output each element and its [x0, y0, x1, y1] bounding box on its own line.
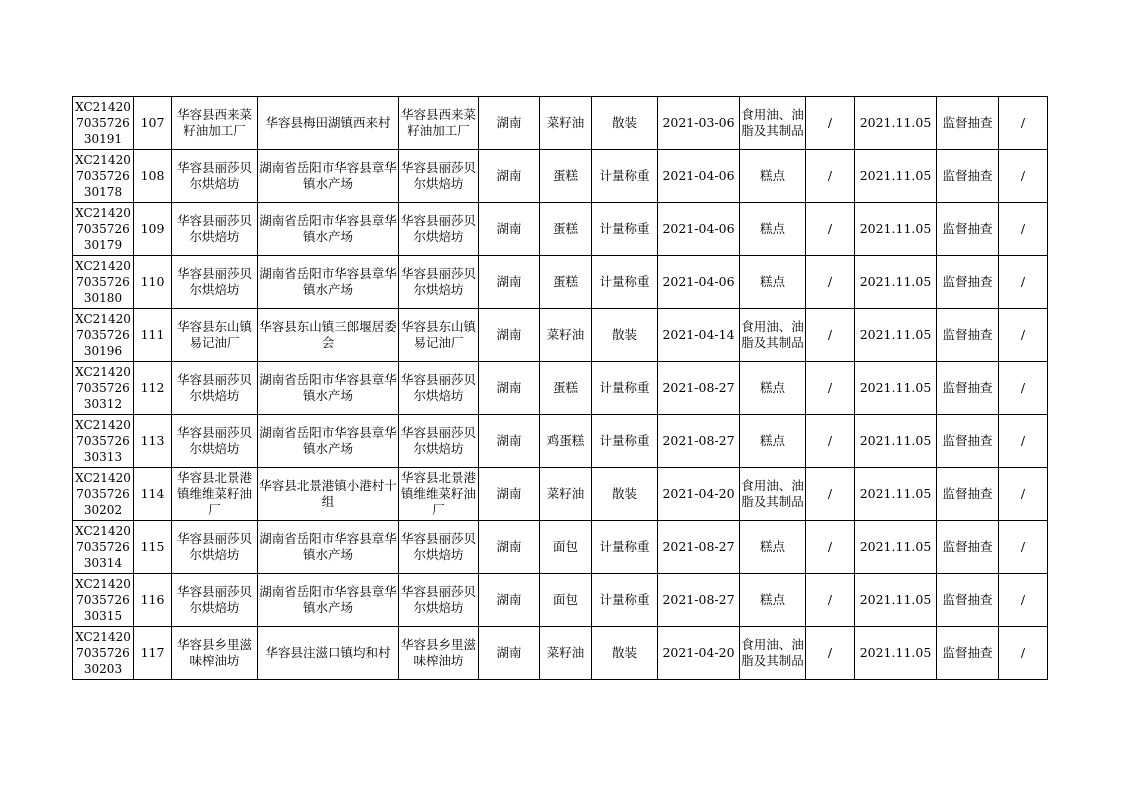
notice-date-cell: 2021.11.05 [855, 362, 937, 415]
sample-code-cell: XC21420703572630191 [73, 97, 134, 150]
producer-name-cell: 华容县丽莎贝尔烘焙坊 [172, 415, 258, 468]
sample-code-cell: XC21420703572630314 [73, 521, 134, 574]
producer-name-cell: 华容县丽莎贝尔烘焙坊 [172, 256, 258, 309]
remarks-cell: / [999, 150, 1048, 203]
table-row [73, 415, 1048, 468]
serial-number-cell: 107 [134, 97, 172, 150]
province-cell: 湖南 [479, 521, 540, 574]
production-date-cell: 2021-04-06 [658, 203, 740, 256]
province-cell: 湖南 [479, 97, 540, 150]
sampled-unit-cell: 华容县东山镇易记油厂 [399, 309, 479, 362]
food-name-cell: 鸡蛋糕 [540, 415, 592, 468]
task-source-cell: 监督抽查 [937, 256, 999, 309]
results-table-container [72, 96, 1048, 680]
province-cell: 湖南 [479, 256, 540, 309]
table-row [73, 574, 1048, 627]
food-category-cell: 糕点 [740, 150, 806, 203]
serial-number-cell: 110 [134, 256, 172, 309]
remarks-cell: / [999, 203, 1048, 256]
producer-address-cell: 湖南省岳阳市华容县章华镇水产场 [258, 256, 399, 309]
remarks-cell: / [999, 468, 1048, 521]
table-row [73, 627, 1048, 680]
producer-name-cell: 华容县丽莎贝尔烘焙坊 [172, 150, 258, 203]
specification-cell: 计量称重 [592, 203, 658, 256]
specification-cell: 散装 [592, 309, 658, 362]
table-row [73, 468, 1048, 521]
production-date-cell: 2021-03-06 [658, 97, 740, 150]
sampled-unit-cell: 华容县北景港镇维维菜籽油厂 [399, 468, 479, 521]
production-date-cell: 2021-08-27 [658, 415, 740, 468]
trademark-cell: / [806, 521, 855, 574]
production-date-cell: 2021-08-27 [658, 574, 740, 627]
specification-cell: 散装 [592, 97, 658, 150]
province-cell: 湖南 [479, 468, 540, 521]
serial-number-cell: 117 [134, 627, 172, 680]
food-name-cell: 蛋糕 [540, 256, 592, 309]
table-row [73, 97, 1048, 150]
production-date-cell: 2021-04-20 [658, 627, 740, 680]
producer-address-cell: 华容县东山镇三郎堰居委会 [258, 309, 399, 362]
food-category-cell: 食用油、油脂及其制品 [740, 97, 806, 150]
food-name-cell: 蛋糕 [540, 362, 592, 415]
task-source-cell: 监督抽查 [937, 468, 999, 521]
trademark-cell: / [806, 150, 855, 203]
sampled-unit-cell: 华容县西来菜籽油加工厂 [399, 97, 479, 150]
producer-address-cell: 湖南省岳阳市华容县章华镇水产场 [258, 362, 399, 415]
food-category-cell: 食用油、油脂及其制品 [740, 627, 806, 680]
task-source-cell: 监督抽查 [937, 415, 999, 468]
sample-code-cell: XC21420703572630315 [73, 574, 134, 627]
table-row [73, 256, 1048, 309]
notice-date-cell: 2021.11.05 [855, 521, 937, 574]
serial-number-cell: 109 [134, 203, 172, 256]
notice-date-cell: 2021.11.05 [855, 309, 937, 362]
province-cell: 湖南 [479, 203, 540, 256]
table-row [73, 150, 1048, 203]
food-category-cell: 糕点 [740, 256, 806, 309]
sampling-results-table [72, 96, 1048, 680]
notice-date-cell: 2021.11.05 [855, 97, 937, 150]
producer-name-cell: 华容县丽莎贝尔烘焙坊 [172, 574, 258, 627]
remarks-cell: / [999, 521, 1048, 574]
task-source-cell: 监督抽查 [937, 362, 999, 415]
table-row [73, 309, 1048, 362]
remarks-cell: / [999, 574, 1048, 627]
food-name-cell: 蛋糕 [540, 203, 592, 256]
producer-name-cell: 华容县丽莎贝尔烘焙坊 [172, 521, 258, 574]
province-cell: 湖南 [479, 362, 540, 415]
food-category-cell: 食用油、油脂及其制品 [740, 309, 806, 362]
task-source-cell: 监督抽查 [937, 627, 999, 680]
trademark-cell: / [806, 574, 855, 627]
food-category-cell: 糕点 [740, 574, 806, 627]
task-source-cell: 监督抽查 [937, 309, 999, 362]
province-cell: 湖南 [479, 415, 540, 468]
notice-date-cell: 2021.11.05 [855, 574, 937, 627]
remarks-cell: / [999, 97, 1048, 150]
notice-date-cell: 2021.11.05 [855, 627, 937, 680]
producer-address-cell: 湖南省岳阳市华容县章华镇水产场 [258, 521, 399, 574]
task-source-cell: 监督抽查 [937, 521, 999, 574]
producer-address-cell: 华容县北景港镇小港村十组 [258, 468, 399, 521]
sampled-unit-cell: 华容县丽莎贝尔烘焙坊 [399, 574, 479, 627]
producer-address-cell: 华容县注滋口镇均和村 [258, 627, 399, 680]
producer-name-cell: 华容县丽莎贝尔烘焙坊 [172, 203, 258, 256]
food-name-cell: 菜籽油 [540, 627, 592, 680]
producer-address-cell: 湖南省岳阳市华容县章华镇水产场 [258, 415, 399, 468]
task-source-cell: 监督抽查 [937, 203, 999, 256]
remarks-cell: / [999, 362, 1048, 415]
serial-number-cell: 112 [134, 362, 172, 415]
specification-cell: 计量称重 [592, 574, 658, 627]
notice-date-cell: 2021.11.05 [855, 150, 937, 203]
food-name-cell: 菜籽油 [540, 309, 592, 362]
food-category-cell: 糕点 [740, 362, 806, 415]
producer-name-cell: 华容县东山镇易记油厂 [172, 309, 258, 362]
sampled-unit-cell: 华容县丽莎贝尔烘焙坊 [399, 362, 479, 415]
producer-name-cell: 华容县北景港镇维维菜籽油厂 [172, 468, 258, 521]
food-name-cell: 菜籽油 [540, 468, 592, 521]
food-category-cell: 糕点 [740, 203, 806, 256]
province-cell: 湖南 [479, 627, 540, 680]
production-date-cell: 2021-08-27 [658, 362, 740, 415]
sampled-unit-cell: 华容县乡里滋味榨油坊 [399, 627, 479, 680]
notice-date-cell: 2021.11.05 [855, 468, 937, 521]
food-name-cell: 面包 [540, 521, 592, 574]
province-cell: 湖南 [479, 574, 540, 627]
producer-name-cell: 华容县丽莎贝尔烘焙坊 [172, 362, 258, 415]
specification-cell: 计量称重 [592, 256, 658, 309]
serial-number-cell: 113 [134, 415, 172, 468]
production-date-cell: 2021-04-14 [658, 309, 740, 362]
food-name-cell: 菜籽油 [540, 97, 592, 150]
notice-date-cell: 2021.11.05 [855, 256, 937, 309]
sample-code-cell: XC21420703572630196 [73, 309, 134, 362]
trademark-cell: / [806, 362, 855, 415]
serial-number-cell: 108 [134, 150, 172, 203]
trademark-cell: / [806, 256, 855, 309]
sampled-unit-cell: 华容县丽莎贝尔烘焙坊 [399, 521, 479, 574]
specification-cell: 散装 [592, 627, 658, 680]
producer-name-cell: 华容县西来菜籽油加工厂 [172, 97, 258, 150]
production-date-cell: 2021-08-27 [658, 521, 740, 574]
serial-number-cell: 111 [134, 309, 172, 362]
specification-cell: 计量称重 [592, 362, 658, 415]
province-cell: 湖南 [479, 150, 540, 203]
specification-cell: 计量称重 [592, 150, 658, 203]
producer-address-cell: 湖南省岳阳市华容县章华镇水产场 [258, 150, 399, 203]
food-name-cell: 面包 [540, 574, 592, 627]
production-date-cell: 2021-04-06 [658, 150, 740, 203]
trademark-cell: / [806, 627, 855, 680]
task-source-cell: 监督抽查 [937, 150, 999, 203]
task-source-cell: 监督抽查 [937, 574, 999, 627]
production-date-cell: 2021-04-06 [658, 256, 740, 309]
food-category-cell: 糕点 [740, 415, 806, 468]
specification-cell: 计量称重 [592, 521, 658, 574]
production-date-cell: 2021-04-20 [658, 468, 740, 521]
producer-address-cell: 华容县梅田湖镇西来村 [258, 97, 399, 150]
food-name-cell: 蛋糕 [540, 150, 592, 203]
trademark-cell: / [806, 309, 855, 362]
producer-address-cell: 湖南省岳阳市华容县章华镇水产场 [258, 574, 399, 627]
sample-code-cell: XC21420703572630312 [73, 362, 134, 415]
notice-date-cell: 2021.11.05 [855, 203, 937, 256]
serial-number-cell: 115 [134, 521, 172, 574]
specification-cell: 散装 [592, 468, 658, 521]
remarks-cell: / [999, 256, 1048, 309]
serial-number-cell: 114 [134, 468, 172, 521]
sample-code-cell: XC21420703572630179 [73, 203, 134, 256]
table-row [73, 362, 1048, 415]
table-row [73, 203, 1048, 256]
trademark-cell: / [806, 415, 855, 468]
province-cell: 湖南 [479, 309, 540, 362]
food-category-cell: 糕点 [740, 521, 806, 574]
sampled-unit-cell: 华容县丽莎贝尔烘焙坊 [399, 203, 479, 256]
sample-code-cell: XC21420703572630203 [73, 627, 134, 680]
sampled-unit-cell: 华容县丽莎贝尔烘焙坊 [399, 150, 479, 203]
remarks-cell: / [999, 309, 1048, 362]
producer-address-cell: 湖南省岳阳市华容县章华镇水产场 [258, 203, 399, 256]
trademark-cell: / [806, 468, 855, 521]
sample-code-cell: XC21420703572630180 [73, 256, 134, 309]
remarks-cell: / [999, 415, 1048, 468]
sample-code-cell: XC21420703572630313 [73, 415, 134, 468]
remarks-cell: / [999, 627, 1048, 680]
sampled-unit-cell: 华容县丽莎贝尔烘焙坊 [399, 256, 479, 309]
trademark-cell: / [806, 97, 855, 150]
sampled-unit-cell: 华容县丽莎贝尔烘焙坊 [399, 415, 479, 468]
serial-number-cell: 116 [134, 574, 172, 627]
trademark-cell: / [806, 203, 855, 256]
table-body [73, 97, 1048, 680]
sample-code-cell: XC21420703572630202 [73, 468, 134, 521]
producer-name-cell: 华容县乡里滋味榨油坊 [172, 627, 258, 680]
food-category-cell: 食用油、油脂及其制品 [740, 468, 806, 521]
specification-cell: 计量称重 [592, 415, 658, 468]
sample-code-cell: XC21420703572630178 [73, 150, 134, 203]
table-row [73, 521, 1048, 574]
notice-date-cell: 2021.11.05 [855, 415, 937, 468]
task-source-cell: 监督抽查 [937, 97, 999, 150]
